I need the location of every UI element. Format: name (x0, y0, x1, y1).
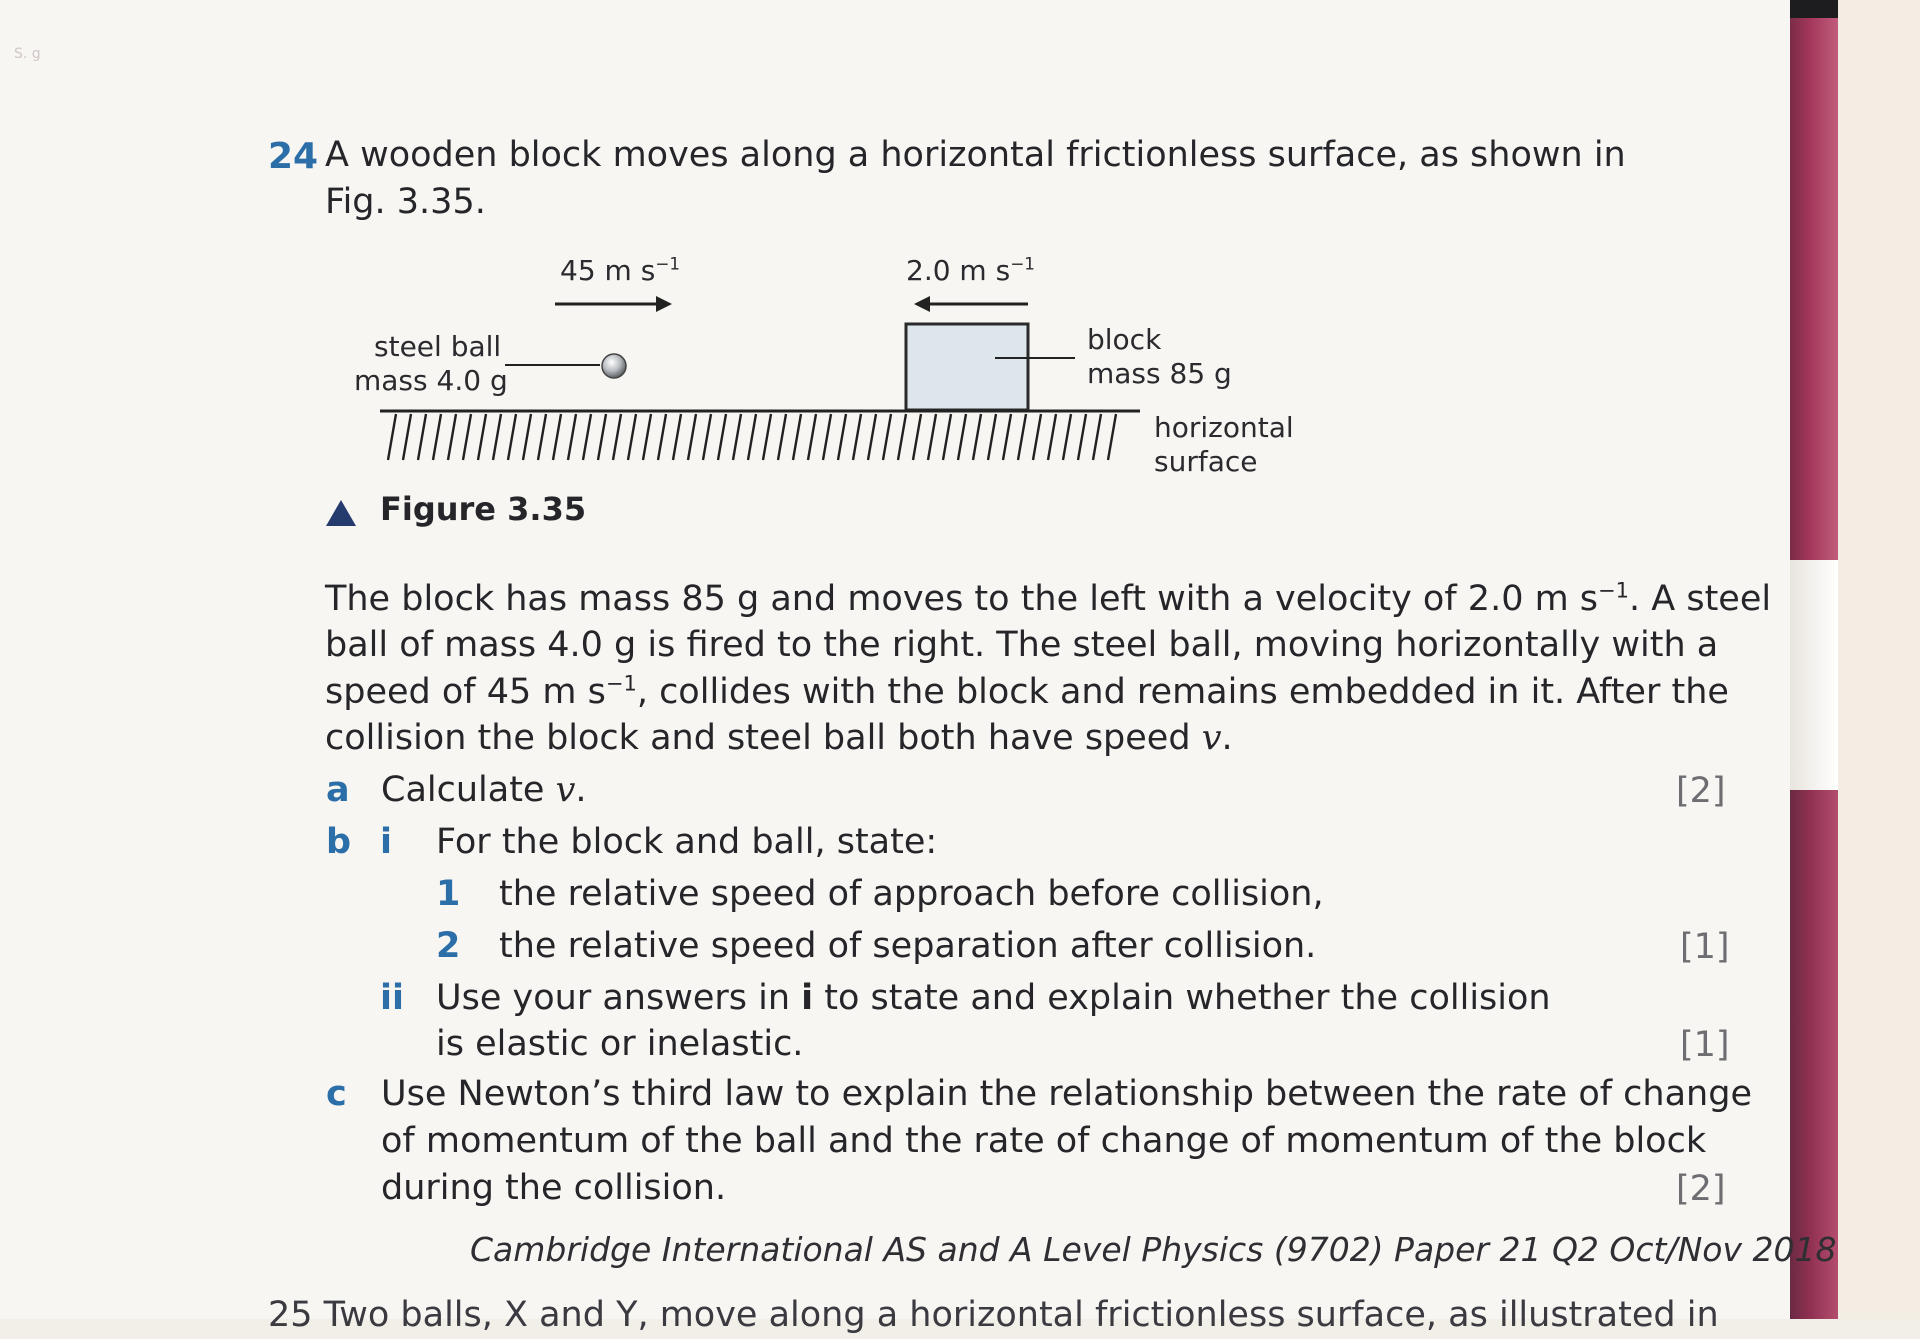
hatch-stroke (673, 414, 681, 460)
part-b2-text: the relative speed of separation after collision. (499, 926, 1317, 966)
figure-caption: Figure 3.35 (380, 490, 587, 528)
hatch-stroke (688, 414, 696, 460)
hatch-stroke (883, 414, 891, 460)
hatch-stroke (838, 414, 846, 460)
hatch-stroke (988, 414, 996, 460)
part-b1-text: the relative speed of approach before collision, (499, 874, 1324, 914)
surface-hatching (388, 414, 1116, 460)
question-source: Cambridge International AS and A Level Physics (9702) Paper 21 Q2 Oct/Nov 2018 (470, 1230, 1837, 1269)
hatch-stroke (1048, 414, 1056, 460)
part-b-label: b (326, 822, 352, 862)
figure-diagram (0, 0, 1300, 500)
part-c-label: c (326, 1074, 347, 1114)
part-a-text: Calculate v. (381, 770, 587, 810)
hatch-stroke (943, 414, 951, 460)
ball-label-line1: steel ball (374, 330, 502, 363)
background-strip (1838, 0, 1920, 1319)
body-line4: collision the block and steel ball both have speed v. (325, 718, 1233, 758)
margin-mark: S. g (14, 46, 41, 62)
next-question-cut: 25 Two balls, X and Y, move along a horizontal frictionless surface, as illustrated in (268, 1295, 1719, 1335)
part-c-line1: Use Newton’s third law to explain the relationship between the rate of change (381, 1074, 1752, 1114)
hatch-stroke (658, 414, 666, 460)
part-a-marks: [2] (1676, 771, 1726, 811)
block-speed-label: 2.0 m $s^{-1}$ (906, 253, 1035, 287)
hatch-stroke (793, 414, 801, 460)
hatch-stroke (853, 414, 861, 460)
hatch-stroke (538, 414, 546, 460)
caption-triangle-icon (326, 500, 356, 526)
hatch-stroke (823, 414, 831, 460)
part-bii-label: ii (380, 978, 404, 1018)
hatch-stroke (433, 414, 441, 460)
hatch-stroke (613, 414, 621, 460)
hatch-stroke (418, 414, 426, 460)
hatch-stroke (628, 414, 636, 460)
block-label-line1: block (1087, 323, 1162, 356)
book-edge-white (1790, 560, 1838, 790)
part-bi-text: For the block and ball, state: (436, 822, 938, 862)
hatch-stroke (583, 414, 591, 460)
hatch-stroke (733, 414, 741, 460)
hatch-stroke (1033, 414, 1041, 460)
part-bii-line1: Use your answers in i to state and explain whether the collision (436, 978, 1551, 1018)
body-line3: speed of 45 m $s^{-1}$, collides with the block and remains embedded in it. After the (325, 671, 1729, 712)
hatch-stroke (568, 414, 576, 460)
hatch-stroke (958, 414, 966, 460)
hatch-stroke (1093, 414, 1101, 460)
surface-label-line2: surface (1154, 445, 1258, 478)
part-b1-label: 1 (436, 874, 461, 914)
hatch-stroke (718, 414, 726, 460)
hatch-stroke (763, 414, 771, 460)
hatch-stroke (778, 414, 786, 460)
hatch-stroke (1078, 414, 1086, 460)
hatch-stroke (703, 414, 711, 460)
hatch-stroke (1018, 414, 1026, 460)
ball-speed-label: 45 m $s^{-1}$ (560, 253, 681, 287)
hatch-stroke (748, 414, 756, 460)
hatch-stroke (598, 414, 606, 460)
hatch-stroke (808, 414, 816, 460)
hatch-stroke (448, 414, 456, 460)
part-c-line3: during the collision. (381, 1168, 727, 1208)
hatch-stroke (478, 414, 486, 460)
hatch-stroke (928, 414, 936, 460)
body-line1: The block has mass 85 g and moves to the left with a velocity of 2.0 m $s^{-1}$. A steel (325, 578, 1772, 619)
surface-label-line1: horizontal (1154, 411, 1294, 444)
hatch-stroke (523, 414, 531, 460)
hatch-stroke (463, 414, 471, 460)
part-bii-marks: [1] (1680, 1025, 1730, 1065)
part-c-marks: [2] (1676, 1169, 1726, 1209)
hatch-stroke (898, 414, 906, 460)
hatch-stroke (1003, 414, 1011, 460)
block-velocity-arrow (914, 296, 1028, 312)
wooden-block (906, 324, 1028, 410)
part-bi-label: i (380, 822, 392, 862)
part-b2-label: 2 (436, 926, 461, 966)
book-edge-top (1790, 0, 1838, 560)
hatch-stroke (1108, 414, 1116, 460)
hatch-stroke (973, 414, 981, 460)
ball-velocity-arrow (555, 296, 672, 312)
hatch-stroke (913, 414, 921, 460)
question-intro-line2: Fig. 3.35. (325, 182, 486, 222)
body-line2: ball of mass 4.0 g is fired to the right. The steel ball, moving horizontally with a (325, 625, 1719, 665)
hatch-stroke (388, 414, 396, 460)
hatch-stroke (403, 414, 411, 460)
part-a-label: a (326, 770, 350, 810)
part-c-line2: of momentum of the ball and the rate of change of momentum of the block (381, 1121, 1707, 1161)
ball-label-line2: mass 4.0 g (354, 364, 508, 397)
question-intro-line1: A wooden block moves along a horizontal frictionless surface, as shown in (325, 135, 1626, 175)
hatch-stroke (508, 414, 516, 460)
hatch-stroke (868, 414, 876, 460)
book-edge-black (1790, 0, 1838, 18)
hatch-stroke (1063, 414, 1071, 460)
hatch-stroke (643, 414, 651, 460)
part-bii-line2: is elastic or inelastic. (436, 1024, 804, 1064)
part-bi-marks: [1] (1680, 927, 1730, 967)
question-number: 24 (268, 136, 319, 177)
steel-ball (602, 354, 626, 378)
block-label-line2: mass 85 g (1087, 357, 1232, 390)
hatch-stroke (493, 414, 501, 460)
hatch-stroke (553, 414, 561, 460)
